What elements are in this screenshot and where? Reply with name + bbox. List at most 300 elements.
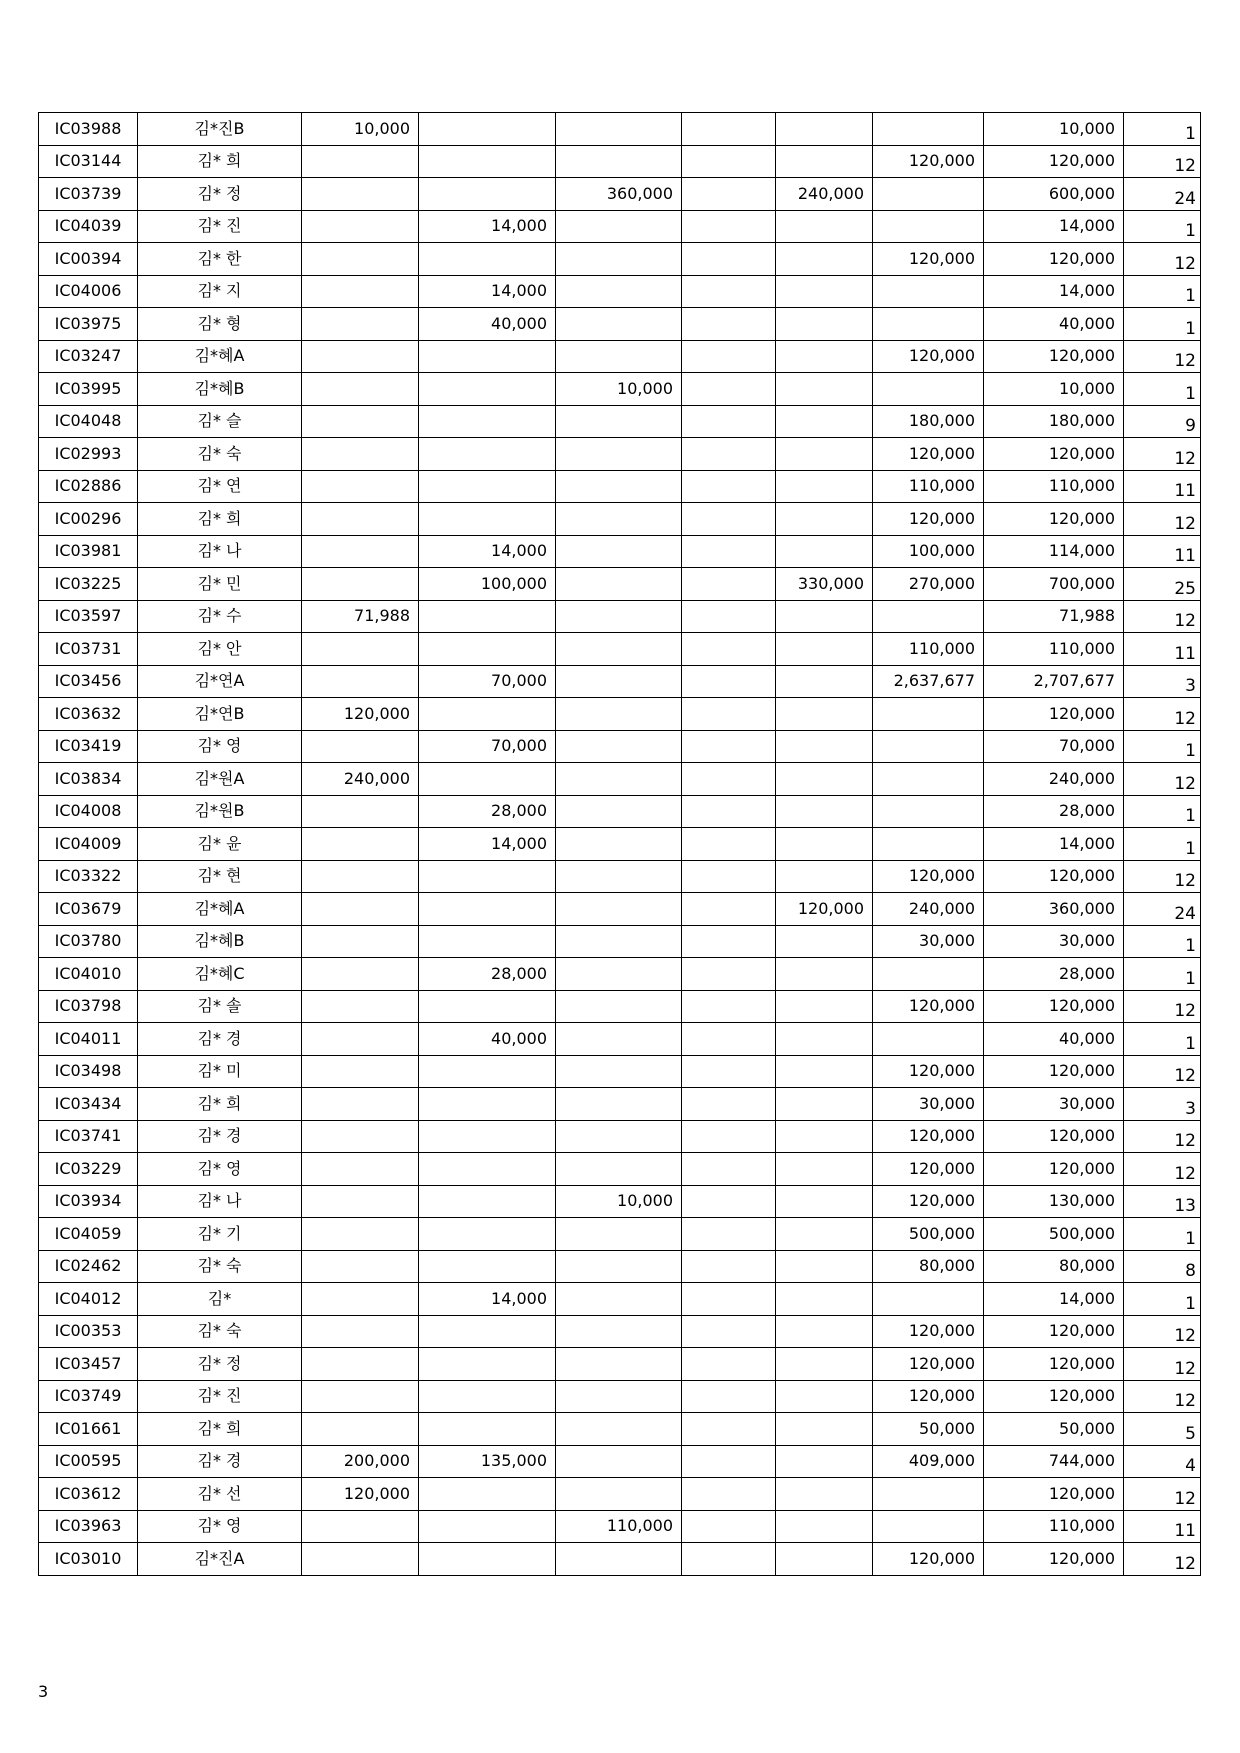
amount-cell-3 <box>556 828 682 861</box>
table-row <box>39 893 1201 926</box>
amount-cell-3: 360,000 <box>556 178 682 211</box>
amount-cell-4 <box>682 633 776 666</box>
amount-cell-5 <box>776 1315 873 1348</box>
amount-cell-1 <box>302 1218 419 1251</box>
table-row <box>39 925 1201 958</box>
count-cell: 12 <box>1124 990 1201 1023</box>
total-cell: 28,000 <box>984 795 1124 828</box>
amount-cell-2 <box>419 1413 556 1446</box>
total-cell: 120,000 <box>984 860 1124 893</box>
amount-cell-3 <box>556 340 682 373</box>
amount-cell-3 <box>556 1283 682 1316</box>
total-cell: 50,000 <box>984 1413 1124 1446</box>
id-cell: IC03498 <box>39 1055 138 1088</box>
amount-cell-5 <box>776 1088 873 1121</box>
name-cell: 김* 경 <box>138 1023 302 1056</box>
amount-cell-1 <box>302 308 419 341</box>
id-cell: IC03010 <box>39 1543 138 1576</box>
amount-cell-1 <box>302 1380 419 1413</box>
amount-cell-6: 120,000 <box>873 1315 984 1348</box>
id-cell: IC03419 <box>39 730 138 763</box>
id-cell: IC03632 <box>39 698 138 731</box>
count-cell: 1 <box>1124 113 1201 146</box>
table-row <box>39 470 1201 503</box>
id-cell: IC04008 <box>39 795 138 828</box>
table-row <box>39 828 1201 861</box>
amount-cell-4 <box>682 1185 776 1218</box>
table-row <box>39 568 1201 601</box>
amount-cell-6 <box>873 698 984 731</box>
amount-cell-1: 120,000 <box>302 698 419 731</box>
id-cell: IC02886 <box>39 470 138 503</box>
amount-cell-2 <box>419 405 556 438</box>
name-cell: 김* 숙 <box>138 1250 302 1283</box>
amount-cell-2 <box>419 893 556 926</box>
table-row <box>39 1510 1201 1543</box>
amount-cell-1 <box>302 470 419 503</box>
amount-cell-5 <box>776 113 873 146</box>
amount-cell-3 <box>556 795 682 828</box>
amount-cell-1 <box>302 1088 419 1121</box>
id-cell: IC04009 <box>39 828 138 861</box>
amount-cell-6: 120,000 <box>873 1185 984 1218</box>
id-cell: IC03457 <box>39 1348 138 1381</box>
amount-cell-5 <box>776 438 873 471</box>
id-cell: IC03780 <box>39 925 138 958</box>
name-cell: 김* <box>138 1283 302 1316</box>
total-cell: 120,000 <box>984 1315 1124 1348</box>
name-cell: 김* 수 <box>138 600 302 633</box>
amount-cell-4 <box>682 470 776 503</box>
name-cell: 김* 안 <box>138 633 302 666</box>
amount-cell-2 <box>419 178 556 211</box>
name-cell: 김* 윤 <box>138 828 302 861</box>
name-cell: 김* 경 <box>138 1120 302 1153</box>
amount-cell-5 <box>776 730 873 763</box>
amount-cell-2 <box>419 990 556 1023</box>
amount-cell-3 <box>556 1088 682 1121</box>
total-cell: 120,000 <box>984 243 1124 276</box>
name-cell: 김* 슬 <box>138 405 302 438</box>
amount-cell-3 <box>556 698 682 731</box>
total-cell: 120,000 <box>984 1543 1124 1576</box>
amount-cell-3 <box>556 113 682 146</box>
count-cell: 1 <box>1124 925 1201 958</box>
table-row <box>39 1380 1201 1413</box>
count-cell: 12 <box>1124 243 1201 276</box>
amount-cell-3 <box>556 1120 682 1153</box>
amount-cell-4 <box>682 860 776 893</box>
amount-cell-4 <box>682 1023 776 1056</box>
total-cell: 120,000 <box>984 438 1124 471</box>
amount-cell-4 <box>682 568 776 601</box>
amount-cell-5 <box>776 1413 873 1446</box>
amount-cell-1 <box>302 535 419 568</box>
count-cell: 1 <box>1124 828 1201 861</box>
total-cell: 14,000 <box>984 828 1124 861</box>
name-cell: 김* 기 <box>138 1218 302 1251</box>
id-cell: IC03798 <box>39 990 138 1023</box>
amount-cell-2 <box>419 600 556 633</box>
count-cell: 3 <box>1124 1088 1201 1121</box>
amount-cell-1 <box>302 243 419 276</box>
total-cell: 600,000 <box>984 178 1124 211</box>
amount-cell-4 <box>682 178 776 211</box>
name-cell: 김* 민 <box>138 568 302 601</box>
amount-cell-6 <box>873 828 984 861</box>
amount-cell-2 <box>419 1120 556 1153</box>
amount-cell-1 <box>302 1120 419 1153</box>
amount-cell-1 <box>302 633 419 666</box>
table-row <box>39 763 1201 796</box>
amount-cell-5 <box>776 828 873 861</box>
amount-cell-5: 240,000 <box>776 178 873 211</box>
count-cell: 1 <box>1124 275 1201 308</box>
amount-cell-6: 30,000 <box>873 925 984 958</box>
total-cell: 744,000 <box>984 1445 1124 1478</box>
amount-cell-5 <box>776 210 873 243</box>
amount-cell-5 <box>776 1283 873 1316</box>
id-cell: IC04010 <box>39 958 138 991</box>
count-cell: 12 <box>1124 1055 1201 1088</box>
amount-cell-2 <box>419 1315 556 1348</box>
amount-cell-5 <box>776 1153 873 1186</box>
amount-cell-1 <box>302 1153 419 1186</box>
amount-cell-5 <box>776 1510 873 1543</box>
amount-cell-6: 120,000 <box>873 340 984 373</box>
amount-cell-6 <box>873 1023 984 1056</box>
amount-cell-5 <box>776 340 873 373</box>
name-cell: 김*혜B <box>138 925 302 958</box>
table-row <box>39 308 1201 341</box>
amount-cell-6 <box>873 958 984 991</box>
amount-cell-4 <box>682 795 776 828</box>
id-cell: IC03731 <box>39 633 138 666</box>
amount-cell-3 <box>556 860 682 893</box>
amount-cell-6: 120,000 <box>873 1055 984 1088</box>
total-cell: 120,000 <box>984 1153 1124 1186</box>
count-cell: 12 <box>1124 1153 1201 1186</box>
count-cell: 1 <box>1124 795 1201 828</box>
amount-cell-6: 270,000 <box>873 568 984 601</box>
amount-cell-2 <box>419 243 556 276</box>
total-cell: 120,000 <box>984 1348 1124 1381</box>
amount-cell-6 <box>873 275 984 308</box>
id-cell: IC03229 <box>39 1153 138 1186</box>
amount-cell-2 <box>419 373 556 406</box>
amount-cell-1 <box>302 665 419 698</box>
amount-cell-6: 120,000 <box>873 145 984 178</box>
amount-cell-3 <box>556 600 682 633</box>
donation-table <box>38 112 1201 1576</box>
id-cell: IC03749 <box>39 1380 138 1413</box>
name-cell: 김* 희 <box>138 145 302 178</box>
total-cell: 14,000 <box>984 275 1124 308</box>
name-cell: 김* 숙 <box>138 1315 302 1348</box>
amount-cell-3 <box>556 568 682 601</box>
amount-cell-3 <box>556 633 682 666</box>
total-cell: 2,707,677 <box>984 665 1124 698</box>
name-cell: 김*혜B <box>138 373 302 406</box>
amount-cell-6: 120,000 <box>873 438 984 471</box>
amount-cell-5 <box>776 1218 873 1251</box>
table-row <box>39 1315 1201 1348</box>
id-cell: IC03322 <box>39 860 138 893</box>
count-cell: 1 <box>1124 730 1201 763</box>
count-cell: 3 <box>1124 665 1201 698</box>
name-cell: 김* 영 <box>138 1153 302 1186</box>
amount-cell-1 <box>302 1413 419 1446</box>
amount-cell-5 <box>776 1185 873 1218</box>
amount-cell-6 <box>873 308 984 341</box>
amount-cell-5 <box>776 763 873 796</box>
amount-cell-3 <box>556 958 682 991</box>
id-cell: IC03988 <box>39 113 138 146</box>
name-cell: 김* 영 <box>138 730 302 763</box>
name-cell: 김* 희 <box>138 1088 302 1121</box>
amount-cell-6: 100,000 <box>873 535 984 568</box>
amount-cell-6: 240,000 <box>873 893 984 926</box>
amount-cell-3: 10,000 <box>556 373 682 406</box>
name-cell: 김* 형 <box>138 308 302 341</box>
amount-cell-5 <box>776 633 873 666</box>
amount-cell-6 <box>873 373 984 406</box>
total-cell: 80,000 <box>984 1250 1124 1283</box>
amount-cell-1: 240,000 <box>302 763 419 796</box>
amount-cell-1 <box>302 1510 419 1543</box>
amount-cell-3 <box>556 1413 682 1446</box>
table-row <box>39 1283 1201 1316</box>
amount-cell-4 <box>682 1153 776 1186</box>
amount-cell-5 <box>776 795 873 828</box>
name-cell: 김* 미 <box>138 1055 302 1088</box>
amount-cell-4 <box>682 405 776 438</box>
table-row <box>39 503 1201 536</box>
amount-cell-5 <box>776 1478 873 1511</box>
amount-cell-3 <box>556 665 682 698</box>
name-cell: 김* 진 <box>138 1380 302 1413</box>
amount-cell-2 <box>419 113 556 146</box>
amount-cell-5 <box>776 275 873 308</box>
table-row <box>39 113 1201 146</box>
amount-cell-2 <box>419 1543 556 1576</box>
total-cell: 14,000 <box>984 1283 1124 1316</box>
id-cell: IC03456 <box>39 665 138 698</box>
amount-cell-4 <box>682 1120 776 1153</box>
amount-cell-1 <box>302 1023 419 1056</box>
id-cell: IC04048 <box>39 405 138 438</box>
amount-cell-4 <box>682 600 776 633</box>
total-cell: 120,000 <box>984 698 1124 731</box>
table-row <box>39 958 1201 991</box>
id-cell: IC02993 <box>39 438 138 471</box>
amount-cell-2: 14,000 <box>419 535 556 568</box>
amount-cell-4 <box>682 958 776 991</box>
amount-cell-2: 14,000 <box>419 1283 556 1316</box>
amount-cell-4 <box>682 1348 776 1381</box>
count-cell: 24 <box>1124 893 1201 926</box>
amount-cell-3 <box>556 1478 682 1511</box>
count-cell: 12 <box>1124 600 1201 633</box>
total-cell: 240,000 <box>984 763 1124 796</box>
amount-cell-5 <box>776 1348 873 1381</box>
amount-cell-1: 71,988 <box>302 600 419 633</box>
total-cell: 120,000 <box>984 1478 1124 1511</box>
name-cell: 김* 경 <box>138 1445 302 1478</box>
total-cell: 10,000 <box>984 113 1124 146</box>
amount-cell-2 <box>419 1250 556 1283</box>
amount-cell-3 <box>556 243 682 276</box>
name-cell: 김*혜A <box>138 340 302 373</box>
amount-cell-5 <box>776 958 873 991</box>
id-cell: IC03434 <box>39 1088 138 1121</box>
amount-cell-2: 28,000 <box>419 958 556 991</box>
amount-cell-2 <box>419 1380 556 1413</box>
amount-cell-1 <box>302 795 419 828</box>
amount-cell-1 <box>302 828 419 861</box>
amount-cell-6: 120,000 <box>873 990 984 1023</box>
amount-cell-4 <box>682 828 776 861</box>
amount-cell-2 <box>419 1510 556 1543</box>
amount-cell-2: 70,000 <box>419 730 556 763</box>
amount-cell-1 <box>302 1348 419 1381</box>
table-row <box>39 730 1201 763</box>
amount-cell-2 <box>419 633 556 666</box>
amount-cell-3: 110,000 <box>556 1510 682 1543</box>
count-cell: 12 <box>1124 1380 1201 1413</box>
count-cell: 12 <box>1124 1315 1201 1348</box>
total-cell: 120,000 <box>984 1055 1124 1088</box>
amount-cell-4 <box>682 698 776 731</box>
amount-cell-4 <box>682 243 776 276</box>
amount-cell-2 <box>419 698 556 731</box>
amount-cell-4 <box>682 1055 776 1088</box>
count-cell: 1 <box>1124 958 1201 991</box>
amount-cell-4 <box>682 925 776 958</box>
name-cell: 김* 솔 <box>138 990 302 1023</box>
count-cell: 8 <box>1124 1250 1201 1283</box>
amount-cell-3 <box>556 925 682 958</box>
name-cell: 김* 선 <box>138 1478 302 1511</box>
total-cell: 30,000 <box>984 925 1124 958</box>
id-cell: IC04039 <box>39 210 138 243</box>
amount-cell-4 <box>682 275 776 308</box>
amount-cell-1 <box>302 958 419 991</box>
total-cell: 120,000 <box>984 503 1124 536</box>
amount-cell-2: 14,000 <box>419 210 556 243</box>
count-cell: 12 <box>1124 340 1201 373</box>
id-cell: IC04011 <box>39 1023 138 1056</box>
amount-cell-4 <box>682 1283 776 1316</box>
amount-cell-1 <box>302 730 419 763</box>
name-cell: 김*혜A <box>138 893 302 926</box>
name-cell: 김*진B <box>138 113 302 146</box>
amount-cell-1 <box>302 340 419 373</box>
name-cell: 김* 한 <box>138 243 302 276</box>
total-cell: 110,000 <box>984 633 1124 666</box>
id-cell: IC00353 <box>39 1315 138 1348</box>
count-cell: 12 <box>1124 438 1201 471</box>
count-cell: 12 <box>1124 860 1201 893</box>
count-cell: 11 <box>1124 535 1201 568</box>
amount-cell-1: 200,000 <box>302 1445 419 1478</box>
amount-cell-1 <box>302 893 419 926</box>
count-cell: 12 <box>1124 503 1201 536</box>
table-row <box>39 1185 1201 1218</box>
total-cell: 120,000 <box>984 1120 1124 1153</box>
name-cell: 김* 진 <box>138 210 302 243</box>
amount-cell-5 <box>776 373 873 406</box>
count-cell: 1 <box>1124 1023 1201 1056</box>
name-cell: 김*혜C <box>138 958 302 991</box>
amount-cell-4 <box>682 1478 776 1511</box>
count-cell: 25 <box>1124 568 1201 601</box>
count-cell: 12 <box>1124 145 1201 178</box>
count-cell: 5 <box>1124 1413 1201 1446</box>
total-cell: 120,000 <box>984 990 1124 1023</box>
amount-cell-6 <box>873 795 984 828</box>
id-cell: IC00296 <box>39 503 138 536</box>
amount-cell-5 <box>776 145 873 178</box>
amount-cell-2: 100,000 <box>419 568 556 601</box>
amount-cell-3 <box>556 470 682 503</box>
amount-cell-6: 409,000 <box>873 1445 984 1478</box>
table-row <box>39 145 1201 178</box>
name-cell: 김*원B <box>138 795 302 828</box>
amount-cell-6: 120,000 <box>873 243 984 276</box>
table-row <box>39 535 1201 568</box>
amount-cell-4 <box>682 503 776 536</box>
amount-cell-4 <box>682 893 776 926</box>
total-cell: 360,000 <box>984 893 1124 926</box>
amount-cell-6: 120,000 <box>873 1120 984 1153</box>
table-row <box>39 860 1201 893</box>
table-row <box>39 373 1201 406</box>
count-cell: 24 <box>1124 178 1201 211</box>
amount-cell-1 <box>302 438 419 471</box>
amount-cell-3 <box>556 1153 682 1186</box>
amount-cell-2: 14,000 <box>419 828 556 861</box>
amount-cell-1: 120,000 <box>302 1478 419 1511</box>
amount-cell-6 <box>873 1510 984 1543</box>
amount-cell-3 <box>556 438 682 471</box>
amount-cell-2: 14,000 <box>419 275 556 308</box>
amount-cell-5 <box>776 1023 873 1056</box>
amount-cell-5 <box>776 503 873 536</box>
count-cell: 12 <box>1124 1543 1201 1576</box>
amount-cell-2 <box>419 925 556 958</box>
amount-cell-4 <box>682 1543 776 1576</box>
page-number: 3 <box>38 1682 49 1701</box>
amount-cell-2: 135,000 <box>419 1445 556 1478</box>
table-body <box>39 113 1201 1576</box>
id-cell: IC04012 <box>39 1283 138 1316</box>
amount-cell-4 <box>682 308 776 341</box>
id-cell: IC03144 <box>39 145 138 178</box>
amount-cell-6: 50,000 <box>873 1413 984 1446</box>
id-cell: IC03679 <box>39 893 138 926</box>
id-cell: IC03963 <box>39 1510 138 1543</box>
amount-cell-6 <box>873 730 984 763</box>
table-row <box>39 438 1201 471</box>
name-cell: 김* 희 <box>138 1413 302 1446</box>
amount-cell-3 <box>556 535 682 568</box>
name-cell: 김*원A <box>138 763 302 796</box>
name-cell: 김*진A <box>138 1543 302 1576</box>
table-row <box>39 665 1201 698</box>
count-cell: 12 <box>1124 1478 1201 1511</box>
id-cell: IC03995 <box>39 373 138 406</box>
